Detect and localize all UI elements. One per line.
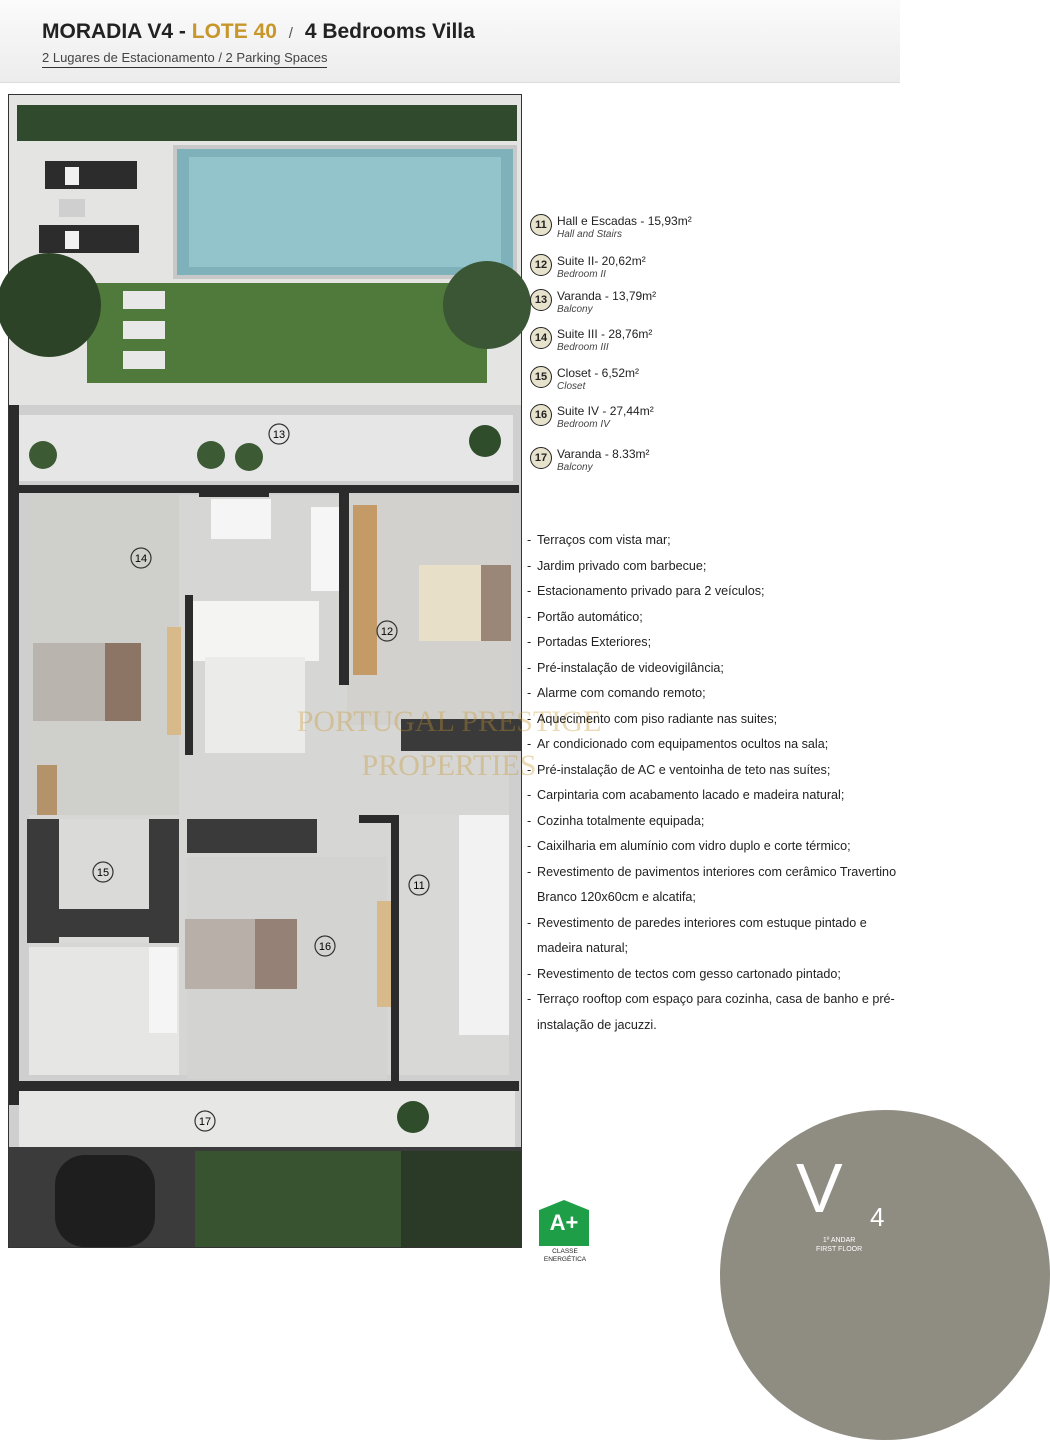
floor-label: 1º ANDAR FIRST FLOOR (816, 1237, 863, 1253)
legend-label: Hall e Escadas - 15,93m² (557, 214, 692, 228)
svg-text:13: 13 (272, 429, 286, 441)
svg-text:14: 14 (134, 553, 148, 565)
lot-number: LOTE 40 (191, 20, 277, 43)
feature-item: - Pré-instalação de videovigilância; (527, 656, 900, 682)
title-separator: / (288, 25, 293, 42)
floor-badge (720, 1110, 900, 1277)
legend-label: Suite II- 20,62m² (557, 254, 646, 268)
energy-grade: A+ (549, 1210, 579, 1235)
svg-text:15: 15 (96, 867, 110, 879)
legend-number: 15 (530, 366, 552, 388)
feature-item: - Portadas Exteriores; (527, 630, 900, 656)
legend-item-13 (530, 287, 770, 323)
feature-item: - Terraço rooftop com espaço para cozinha, casa de banho e pré-instalação de jacuzzi. (527, 987, 900, 1038)
legend-label: Suite III - 28,76m² (557, 327, 653, 341)
energy-rating (537, 1200, 592, 1268)
legend-number: 13 (530, 289, 552, 311)
legend-sublabel: Balcony (557, 304, 593, 315)
feature-item: - Cozinha totalmente equipada; (527, 809, 900, 835)
legend-number: 14 (530, 327, 552, 349)
energy-label: CLASSE ENERGÉTICA (543, 1248, 587, 1263)
feature-item: - Jardim privado com barbecue; (527, 554, 900, 580)
legend-label: Suite IV - 27,44m² (557, 404, 654, 418)
legend-item-17 (530, 445, 770, 481)
legend-item-15 (530, 364, 770, 400)
svg-text:17: 17 (198, 1116, 212, 1128)
legend-sublabel: Bedroom IV (557, 419, 610, 430)
feature-item: - Revestimento de pavimentos interiores com cerâmico Travertino Branco 120x60cm e alcatifa; (527, 860, 900, 911)
project-name: MORADIA V4 - (42, 20, 186, 43)
legend-sublabel: Bedroom II (557, 269, 606, 280)
parking-subtitle: 2 Lugares de Estacionamento / 2 Parking Spaces (42, 50, 327, 68)
svg-text:PORTUGAL PRESTIGE: PORTUGAL PRESTIGE (296, 705, 602, 738)
svg-text:16: 16 (318, 941, 332, 953)
legend-item-11 (530, 212, 770, 248)
feature-item: - Portão automático; (527, 605, 900, 631)
feature-item: - Carpintaria com acabamento lacado e madeira natural; (527, 783, 900, 809)
feature-item: - Revestimento de tectos com gesso cartonado pintado; (527, 962, 900, 988)
page-header (0, 0, 900, 83)
features-list (527, 528, 900, 1038)
svg-text:12: 12 (380, 626, 394, 638)
legend-number: 16 (530, 404, 552, 426)
legend-sublabel: Bedroom III (557, 342, 609, 353)
legend-sublabel: Balcony (557, 462, 593, 473)
legend-sublabel: Closet (557, 381, 586, 392)
feature-item: - Terraços com vista mar; (527, 528, 900, 554)
legend-label: Closet - 6,52m² (557, 366, 640, 380)
feature-item: - Revestimento de paredes interiores com estuque pintado e madeira natural; (527, 911, 900, 962)
villa-type: 4 Bedrooms Villa (304, 20, 475, 43)
legend-item-12 (530, 252, 770, 288)
badge-background (720, 1110, 1050, 1440)
legend-label: Varanda - 8.33m² (557, 447, 650, 461)
page-title (42, 20, 475, 44)
svg-text:PROPERTIES: PROPERTIES (361, 749, 537, 782)
feature-item: - Ar condicionado com equipamentos ocultos na sala; (527, 732, 900, 758)
feature-item: - Caixilharia em alumínio com vidro duplo e corte térmico; (527, 834, 900, 860)
legend-item-14 (530, 325, 770, 361)
badge-number: 4 (870, 1202, 885, 1232)
feature-item: - Pré-instalação de AC e ventoinha de teto nas suítes; (527, 758, 900, 784)
legend-sublabel: Hall and Stairs (557, 229, 623, 240)
feature-item: - Alarme com comando remoto; (527, 681, 900, 707)
feature-item: - Aquecimento com piso radiante nas suites; (527, 707, 900, 733)
legend-number: 12 (530, 254, 552, 276)
badge-letter: V (796, 1149, 843, 1227)
legend-label: Varanda - 13,79m² (557, 289, 657, 303)
svg-text:11: 11 (413, 880, 425, 892)
legend-number: 17 (530, 447, 552, 469)
legend-number: 11 (530, 214, 552, 236)
legend-item-16 (530, 402, 770, 438)
feature-item: - Estacionamento privado para 2 veículos; (527, 579, 900, 605)
